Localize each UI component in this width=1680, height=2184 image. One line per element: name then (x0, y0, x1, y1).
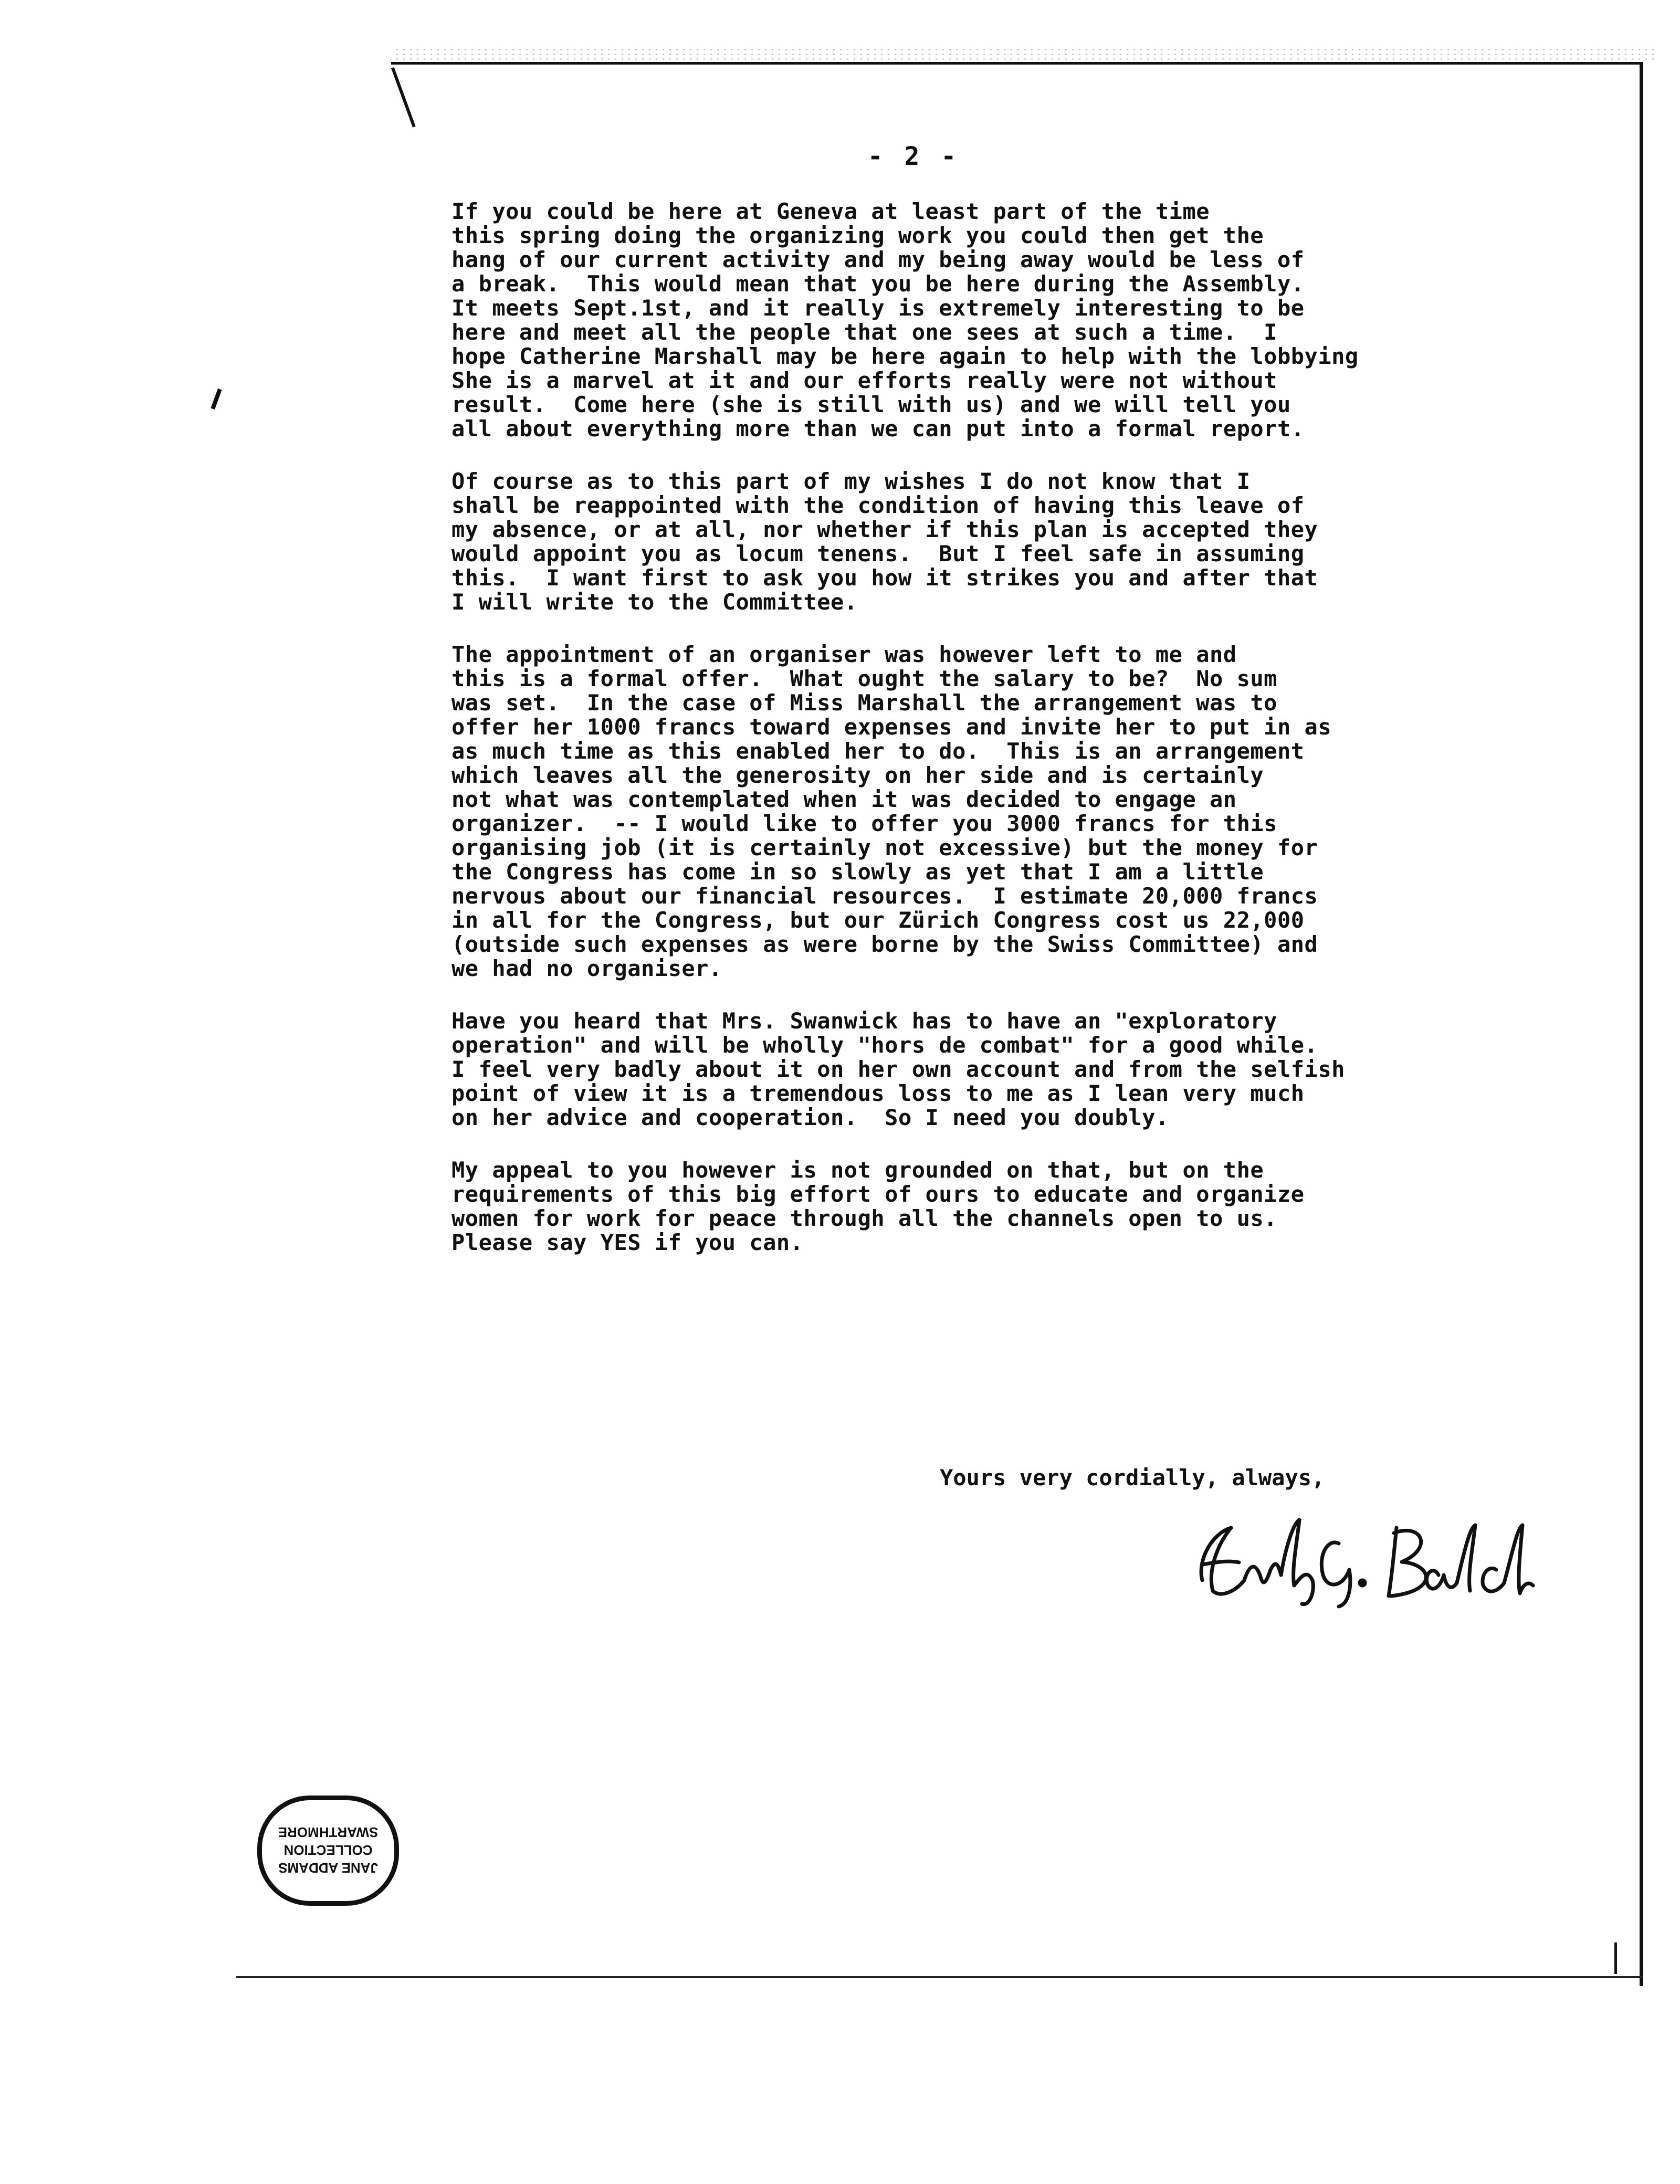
letter-paragraph: My appeal to you however is not grounded on that, but on the requirements of this big effort of ours to educate and organize women for work for peace through all the channels open to us. Please say YES if you can. (452, 1157, 1305, 1255)
stamp-text: SWARTHMORE (278, 1824, 379, 1840)
page-number: - 2 - (867, 142, 960, 171)
page-bottom-edge (236, 1976, 1643, 1978)
stamp-text: JANE ADDAMS (278, 1860, 378, 1876)
letter-paragraph: Of course as to this part of my wishes I do not know that I shall be reappointed with the condition of having this leave of my absence, or at all, nor whether if this plan is accepted they would appoint you as locum tenens. But I feel safe in assuming this. I want first to ask you how it strikes you and after that I will write to the Committee. (452, 468, 1318, 615)
closing: Yours very cordially, always, (940, 1465, 1325, 1490)
photocopy-noise (394, 47, 1654, 61)
collection-stamp (257, 1796, 399, 1906)
stamp-text: COLLECTION (284, 1842, 373, 1858)
letter-body (452, 200, 1544, 1283)
letter-paragraph: The appointment of an organiser was however left to me and this is a formal offer. What ought the salary to be? No sum was set. In the case of Miss Marshall the arrangement was to offer her 1000 francs toward expenses and invite her to put in as as much time as this enabled her to do. This is an arrangement which leaves all the generosity on her side and is certainly not what was contemplated when it was decided to engage an organizer. -- I would like to offer you 3000 francs for this organising job (it is certainly not excessive) but the money for the Congress has come in so slowly as yet that I am a little nervous about our financial resources. I estimate 20,000 francs in all for the Congress, but our Zürich Congress cost us 22,000 (outside such expenses as were borne by the Swiss Committee) and we had no organiser. (452, 642, 1332, 981)
letter-paragraph: If you could be here at Geneva at least part of the time this spring doing the organizing work you could then get the hang of our current activity and my being away would be less of a break. This would mean that you be here during the Assembly. It meets Sept.1st, and it really is extremely interesting to be here and meet all the people that one sees at such a time. I hope Catherine Marshall may be here again to help with the lobbying She is a marvel at it and our efforts really were not without result. Come here (she is still with us) and we will tell you all about everything more than we can put into a formal report. (452, 198, 1359, 442)
margin-mark (211, 388, 222, 410)
signature (1181, 1512, 1538, 1612)
margin-mark (1614, 1942, 1617, 1974)
letter-paragraph: Have you heard that Mrs. Swanwick has to have an "exploratory operation" and will be wholly "hors de combat" for a good while. I feel very badly about it on her own account and from the selfish point of view it is a tremendous loss to me as I lean very much on her advice and cooperation. So I need you doubly. (452, 1008, 1345, 1130)
